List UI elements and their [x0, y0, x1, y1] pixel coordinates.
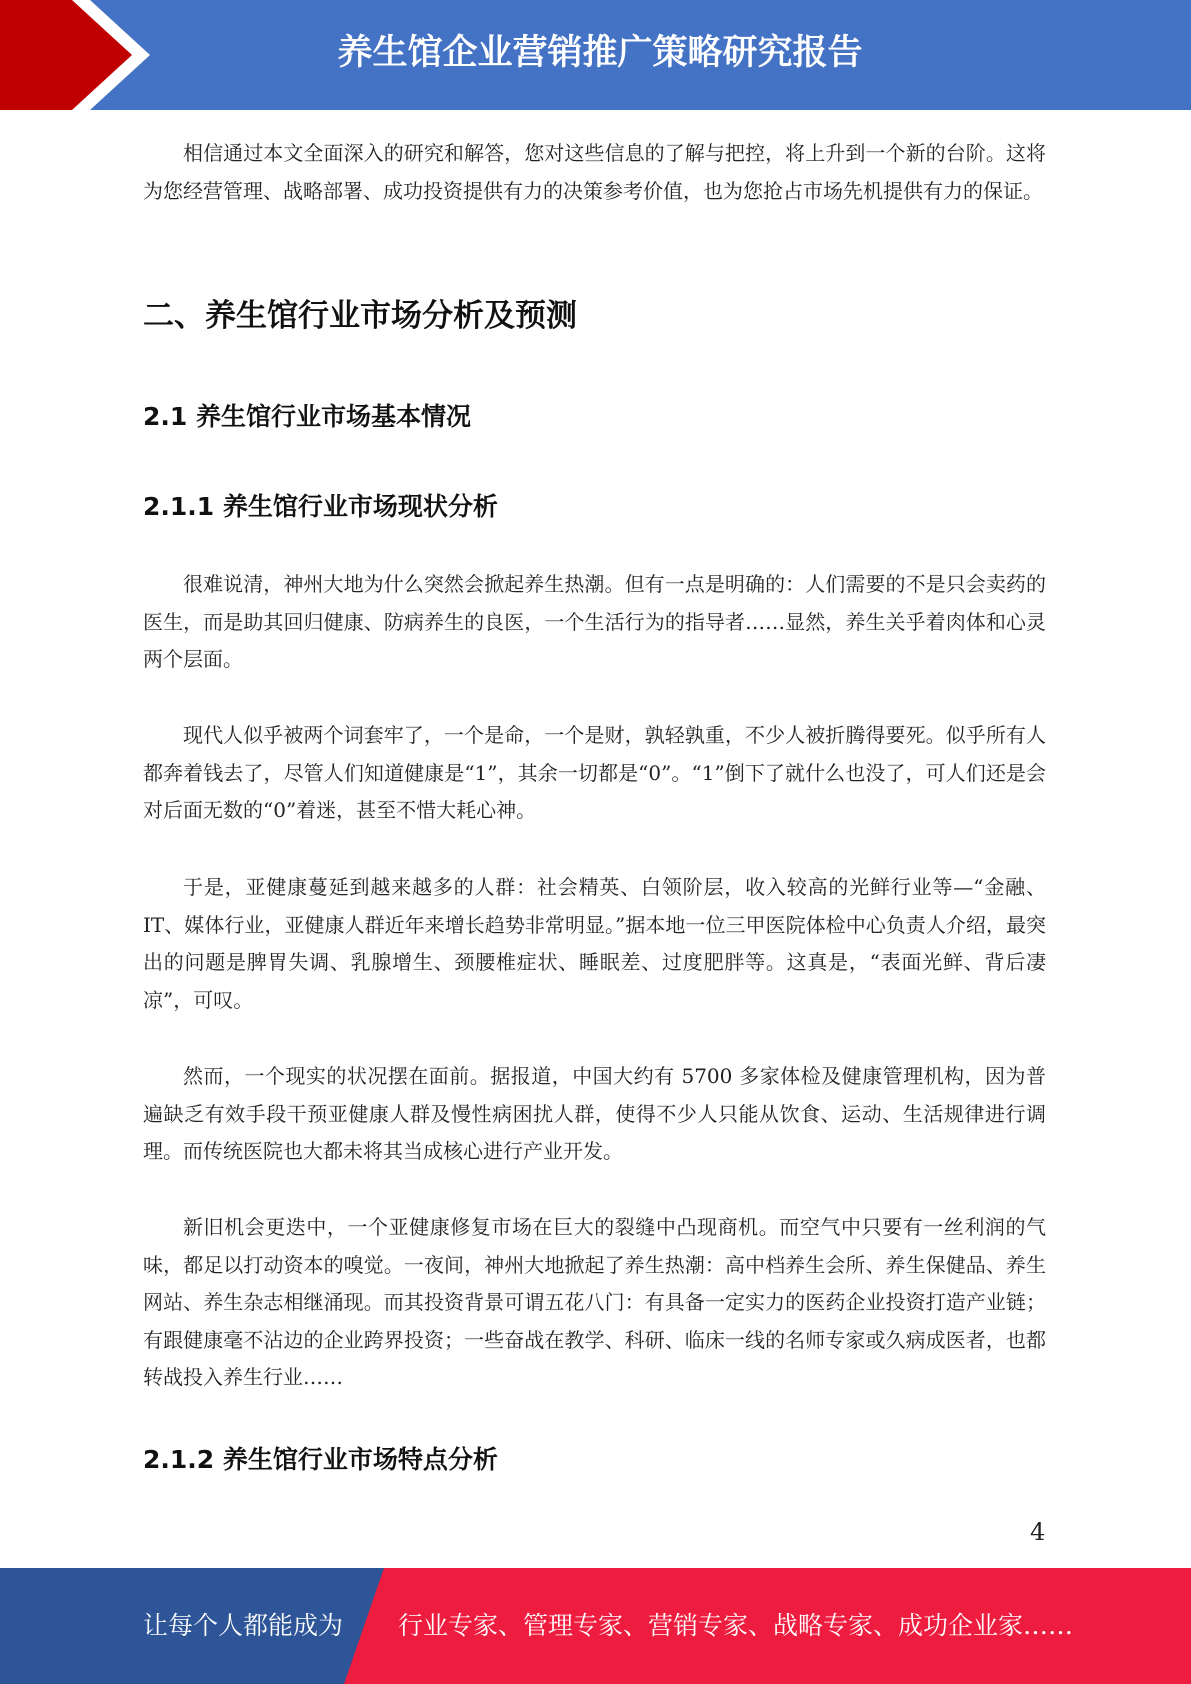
body-paragraph-3: 于是，亚健康蔓延到越来越多的人群：社会精英、白领阶层，收入较高的光鲜行业等—“金融、IT、媒体行业，亚健康人群近年来增长趋势非常明显。”据本地一位三甲医院体检中心负责人介绍，最突出的问题是脾胃失调、乳腺增生、颈腰椎症状、睡眠差、过度肥胖等。这真是，“表面光鲜、背后凄凉”，可叹。 — [143, 875, 1046, 1012]
footer-slogan-left: 让每个人都能成为 — [143, 1611, 344, 1640]
body-paragraph-5: 新旧机会更迭中，一个亚健康修复市场在巨大的裂缝中凸现商机。而空气中只要有一丝利润的气味，都足以打动资本的嗅觉。一夜间，神州大地掀起了养生热潮：高中档养生会所、养生保健品、养生网站、养生杂志相继涌现。而其投资背景可谓五花八门：有具备一定实力的医药企业投资打造产业链；有跟健康毫不沾边的企业跨界投资；一些奋战在教学、科研、临床一线的名师专家或久病成医者，也都转战投入养生行业…… — [143, 1215, 1046, 1389]
subsection-heading: 2.1 养生馆行业市场基本情况 — [143, 402, 471, 431]
section-heading: 二、养生馆行业市场分析及预测 — [143, 298, 577, 334]
subsubsection-heading-2: 2.1.2 养生馆行业市场特点分析 — [143, 1445, 498, 1474]
intro-paragraph: 相信通过本文全面深入的研究和解答，您对这些信息的了解与把控，将上升到一个新的台阶。这将为您经营管理、战略部署、成功投资提供有力的决策参考价值，也为您抢占市场先机提供有力的保证。 — [143, 141, 1046, 203]
subsubsection-heading-1: 2.1.1 养生馆行业市场现状分析 — [143, 492, 498, 521]
page-footer — [0, 1568, 1191, 1684]
body-paragraph-1: 很难说清，神州大地为什么突然会掀起养生热潮。但有一点是明确的：人们需要的不是只会卖药的医生，而是助其回归健康、防病养生的良医，一个生活行为的指导者……显然，养生关乎着肉体和心灵两个层面。 — [143, 572, 1046, 671]
body-paragraph-2: 现代人似乎被两个词套牢了，一个是命，一个是财，孰轻孰重，不少人被折腾得要死。似乎所有人都奔着钱去了，尽管人们知道健康是“1”，其余一切都是“0”。“1”倒下了就什么也没了，可人们还是会对后面无数的“0”着迷，甚至不惜大耗心神。 — [143, 723, 1046, 822]
page-number: 4 — [1030, 1518, 1046, 1546]
page-header — [0, 0, 1191, 110]
body-paragraph-4: 然而，一个现实的状况摆在面前。据报道，中国大约有 5700 多家体检及健康管理机构，因为普遍缺乏有效手段干预亚健康人群及慢性病困扰人群，使得不少人只能从饮食、运动、生活规律进行调理。而传统医院也大都未将其当成核心进行产业开发。 — [143, 1064, 1046, 1163]
header-title: 养生馆企业营销推广策略研究报告 — [337, 33, 863, 73]
footer-slogan-right: 行业专家、管理专家、营销专家、战略专家、成功企业家…… — [398, 1611, 1074, 1640]
